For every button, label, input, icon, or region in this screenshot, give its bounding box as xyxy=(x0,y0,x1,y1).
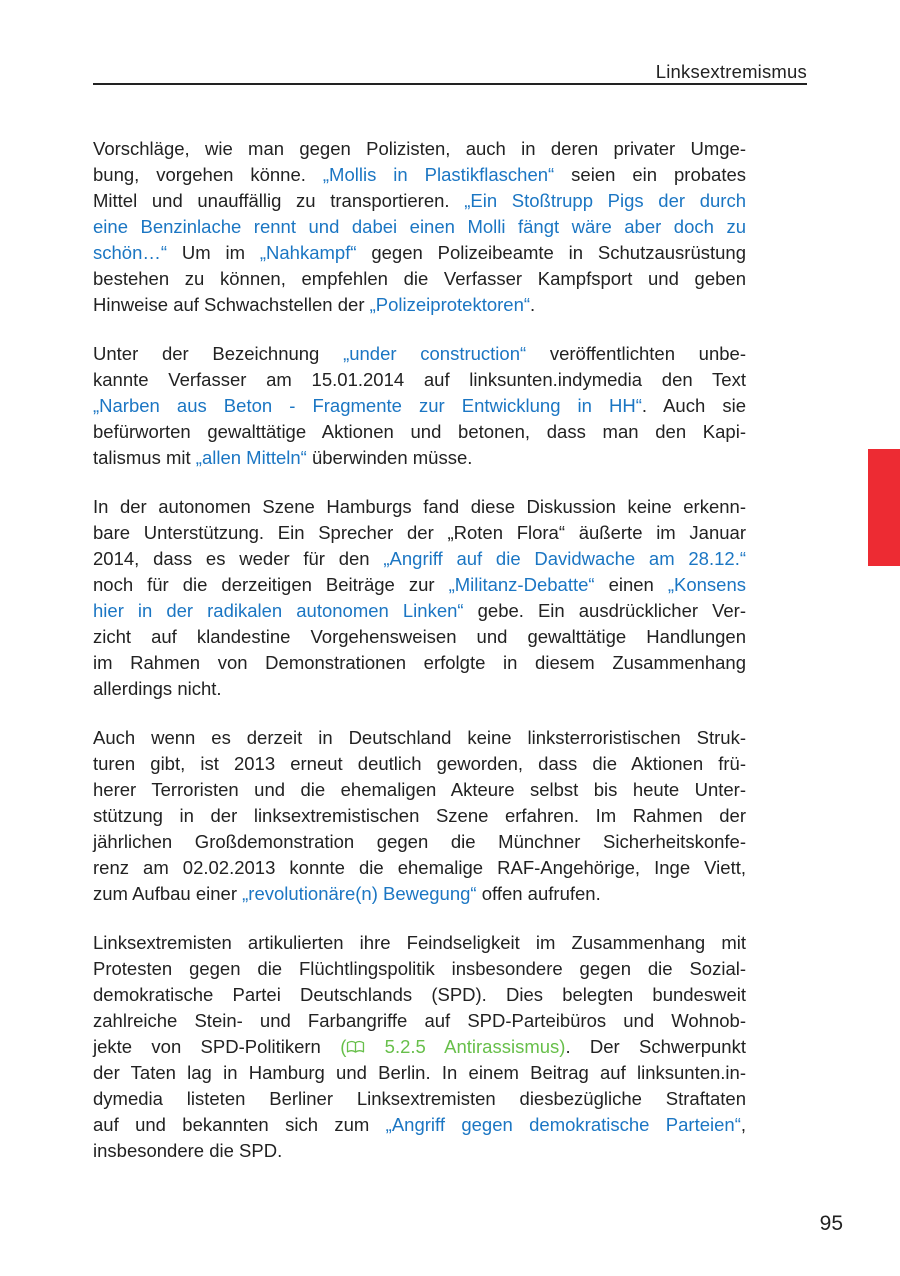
open-book-icon[interactable] xyxy=(346,1036,365,1057)
text-line xyxy=(93,494,746,520)
body-text: renz am 02.02.2013 konnte die ehemalige RAF-Angehörige, Inge Viett, xyxy=(93,857,746,878)
paragraph xyxy=(93,930,746,1164)
paragraph xyxy=(93,136,746,318)
body-text: , xyxy=(740,1114,747,1135)
text-line xyxy=(93,367,746,393)
text-line xyxy=(93,881,746,907)
body-text: einen xyxy=(594,574,668,595)
text-line xyxy=(93,266,746,292)
body-text: kannte Verfasser am 15.01.2014 auf linksunten.indymedia den Text xyxy=(93,369,746,390)
text-line xyxy=(93,1060,746,1086)
body-text: herer Terroristen und die ehemaligen Akteure selbst bis heute Unter- xyxy=(93,779,746,800)
body-text: Um im xyxy=(167,242,260,263)
quoted-phrase: „Angriff auf die Davidwache am 28.12.“ xyxy=(383,548,746,569)
body-text: stützung in der linksextremistischen Szene erfahren. Im Rahmen der xyxy=(93,805,746,826)
text-line xyxy=(93,725,746,751)
quoted-phrase: „Narben aus Beton - Fragmente zur Entwicklung in HH“ xyxy=(93,395,642,416)
body-text: gebe. Ein ausdrücklicher Ver- xyxy=(463,600,746,621)
quoted-phrase: eine Benzinlache rennt und dabei einen Molli fängt wäre aber doch zu xyxy=(93,216,746,237)
body-text: turen gibt, ist 2013 erneut deutlich geworden, dass die Aktionen frü- xyxy=(93,753,746,774)
body-text: Linksextremisten artikulierten ihre Feindseligkeit im Zusammenhang mit xyxy=(93,932,746,953)
text-line xyxy=(93,930,746,956)
cross-reference-link[interactable]: ( xyxy=(340,1036,347,1057)
text-line xyxy=(93,829,746,855)
body-text: auf und bekannten sich zum xyxy=(93,1114,386,1135)
body-text: Unter der Bezeichnung xyxy=(93,343,344,364)
text-line xyxy=(93,240,746,266)
text-line xyxy=(93,982,746,1008)
body-text: bung, vorgehen könne. xyxy=(93,164,323,185)
text-line xyxy=(93,292,746,318)
quoted-phrase: „Angriff gegen demokratische Parteien“ xyxy=(385,1114,741,1135)
body-text: jährlichen Großdemonstration gegen die Münchner Sicherheitskonfe- xyxy=(93,831,746,852)
text-line xyxy=(93,956,746,982)
body-text: dymedia listeten Berliner Linksextremisten diesbezügliche Straftaten xyxy=(93,1088,746,1109)
text-line xyxy=(93,1008,746,1034)
text-line xyxy=(93,598,746,624)
body-text: allerdings nicht. xyxy=(93,678,222,699)
body-text: zahlreiche Stein- und Farbangriffe auf SPD-Parteibüros und Wohnob- xyxy=(93,1010,746,1031)
body-text: Mittel und unauffällig zu transportieren. xyxy=(93,190,465,211)
text-line xyxy=(93,162,746,188)
body-text: überwinden müsse. xyxy=(306,447,473,468)
text-line xyxy=(93,136,746,162)
quoted-phrase: „Konsens xyxy=(667,574,747,595)
text-line xyxy=(93,1086,746,1112)
body-text: . xyxy=(530,294,536,315)
body-text: zum Aufbau einer xyxy=(93,883,243,904)
page-body xyxy=(93,136,746,1187)
text-line xyxy=(93,650,746,676)
body-text: veröffentlichten unbe- xyxy=(526,343,746,364)
body-text: Auch wenn es derzeit in Deutschland keine linksterroristischen Struk- xyxy=(93,727,746,748)
body-text: der Taten lag in Hamburg und Berlin. In einem Beitrag auf linksunten.in- xyxy=(93,1062,746,1083)
paragraph xyxy=(93,341,746,471)
body-text: seien ein probates xyxy=(554,164,746,185)
quoted-phrase: „revolutionäre(n) Bewegung“ xyxy=(242,883,477,904)
text-line xyxy=(93,855,746,881)
text-line xyxy=(93,1112,746,1138)
text-line xyxy=(93,393,746,419)
quoted-phrase: „Nahkampf“ xyxy=(259,242,357,263)
page-number: 95 xyxy=(819,1212,843,1235)
body-text: . Auch sie xyxy=(641,395,746,416)
body-text: bestehen zu können, empfehlen die Verfasser Kampfsport und geben xyxy=(93,268,746,289)
text-line xyxy=(93,520,746,546)
body-text: . Der Schwerpunkt xyxy=(565,1036,746,1057)
body-text: bare Unterstützung. Ein Sprecher der „Roten Flora“ äußerte im Januar xyxy=(93,522,746,543)
quoted-phrase: hier in der radikalen autonomen Linken“ xyxy=(93,600,464,621)
body-text: In der autonomen Szene Hamburgs fand diese Diskussion keine erkenn- xyxy=(93,496,746,517)
text-line xyxy=(93,777,746,803)
body-text: talismus mit xyxy=(93,447,196,468)
quoted-phrase: „allen Mitteln“ xyxy=(195,447,307,468)
text-line xyxy=(93,572,746,598)
text-line xyxy=(93,419,746,445)
chapter-tab-marker xyxy=(868,449,900,566)
text-line xyxy=(93,214,746,240)
text-line xyxy=(93,803,746,829)
text-line xyxy=(93,341,746,367)
text-line xyxy=(93,676,746,702)
body-text: 2014, dass es weder für den xyxy=(93,548,384,569)
text-line xyxy=(93,188,746,214)
body-text: zicht auf klandestine Vorgehensweisen und gewalttätige Handlungen xyxy=(93,626,746,647)
quoted-phrase: „Mollis in Plastikflaschen“ xyxy=(322,164,555,185)
quoted-phrase: schön…“ xyxy=(93,242,168,263)
body-text: Vorschläge, wie man gegen Polizisten, auch in deren privater Umge- xyxy=(93,138,746,159)
text-line xyxy=(93,751,746,777)
body-text: insbesondere die SPD. xyxy=(93,1140,283,1161)
body-text: Protesten gegen die Flüchtlingspolitik insbesondere gegen die Sozial- xyxy=(93,958,746,979)
running-header: Linksextremismus xyxy=(655,61,807,82)
body-text: noch für die derzeitigen Beiträge zur xyxy=(93,574,449,595)
header-rule xyxy=(93,83,807,85)
paragraph xyxy=(93,494,746,702)
body-text: gegen Polizeibeamte in Schutzausrüstung xyxy=(356,242,746,263)
body-text: offen aufrufen. xyxy=(476,883,601,904)
quoted-phrase: „under construction“ xyxy=(343,343,527,364)
body-text: demokratische Partei Deutschlands (SPD). Dies belegten bundesweit xyxy=(93,984,746,1005)
body-text: im Rahmen von Demonstrationen erfolgte in diesem Zusammenhang xyxy=(93,652,746,673)
quoted-phrase: „Militanz-Debatte“ xyxy=(448,574,595,595)
quoted-phrase: „Ein Stoßtrupp Pigs der durch xyxy=(464,190,746,211)
body-text: Hinweise auf Schwachstellen der xyxy=(93,294,370,315)
cross-reference-link[interactable]: 5.2.5 Antirassismus) xyxy=(365,1036,566,1057)
paragraph xyxy=(93,725,746,907)
text-line xyxy=(93,624,746,650)
text-line xyxy=(93,445,746,471)
quoted-phrase: „Polizeiprotektoren“ xyxy=(369,294,531,315)
text-line xyxy=(93,1034,746,1060)
body-text: befürworten gewalttätige Aktionen und betonen, dass man den Kapi- xyxy=(93,421,746,442)
text-line xyxy=(93,546,746,572)
body-text: jekte von SPD-Politikern xyxy=(93,1036,341,1057)
text-line xyxy=(93,1138,746,1164)
